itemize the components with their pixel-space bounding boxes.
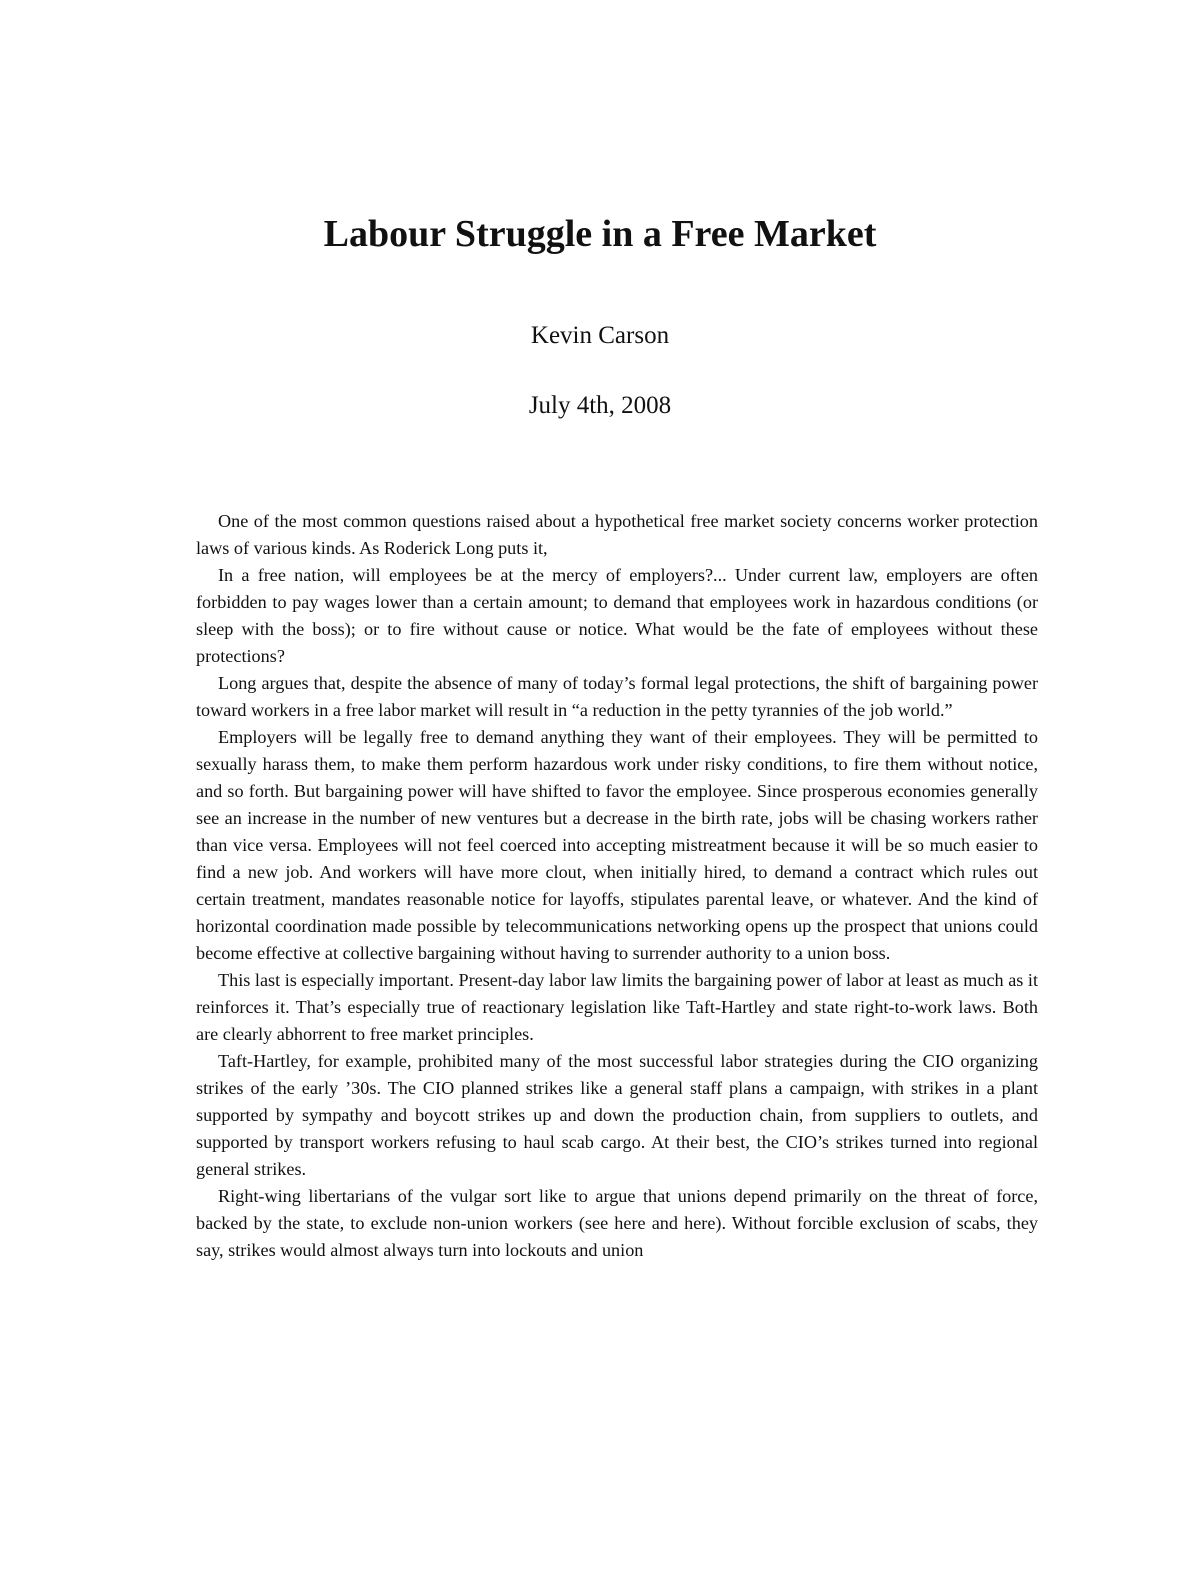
document-title: Labour Struggle in a Free Market — [323, 213, 877, 255]
block-quote-paragraph: In a free nation, will employees be at the mercy of employers?... Under current law, employers are often forbidden to pay wages lower than a certain amount; to demand that employees work in hazardous conditions (or sleep with the boss); or to fire without cause or notice. What would be the fate of employees without these protections? — [196, 565, 1038, 666]
paragraph: One of the most common questions raised about a hypothetical free market society concerns worker protection laws of various kinds. As Roderick Long puts it, — [196, 511, 1038, 558]
document-date: July 4th, 2008 — [528, 392, 672, 419]
document-author: Kevin Carson — [530, 322, 670, 349]
paragraph: Taft-Hartley, for example, prohibited many of the most successful labor strategies during the CIO organizing strikes of the early ’30s. The CIO planned strikes like a general staff plans a campaign, with strikes in a plant supported by sympathy and boycott strikes up and down the production chain, from suppliers to outlets, and supported by transport workers refusing to haul scab cargo. At their best, the CIO’s strikes turned into regional general strikes. — [196, 1051, 1038, 1179]
paragraph: This last is especially important. Present-day labor law limits the bargaining power of labor at least as much as it reinforces it. That’s especially true of reactionary legislation like Taft-Hartley and state right-to-work laws. Both are clearly abhorrent to free market principles. — [196, 970, 1038, 1044]
paragraph: Long argues that, despite the absence of many of today’s formal legal protections, the shift of bargaining power toward workers in a free labor market will result in “a reduction in the petty tyrannies of the job world.” — [196, 673, 1038, 720]
document-body — [196, 508, 1038, 1264]
block-quote-paragraph: Employers will be legally free to demand anything they want of their employees. They will be permitted to sexually harass them, to make them perform hazardous work under risky conditions, to fire them without notice, and so forth. But bargaining power will have shifted to favor the employee. Since prosperous economies generally see an increase in the number of new ventures but a decrease in the birth rate, jobs will be chasing workers rather than vice versa. Employees will not feel coerced into accepting mistreatment because it will be so much easier to find a new job. And workers will have more clout, when initially hired, to demand a contract which rules out certain treatment, mandates reasonable notice for layoffs, stipulates parental leave, or whatever. And the kind of horizontal coordination made possible by telecommunications networking opens up the prospect that unions could become effective at collective bargaining without having to surrender authority to a union boss. — [196, 727, 1038, 963]
paragraph: Right-wing libertarians of the vulgar sort like to argue that unions depend primarily on the threat of force, backed by the state, to exclude non-union workers (see here and here). Without forcible exclusion of scabs, they say, strikes would almost always turn into lockouts and union — [196, 1186, 1038, 1260]
